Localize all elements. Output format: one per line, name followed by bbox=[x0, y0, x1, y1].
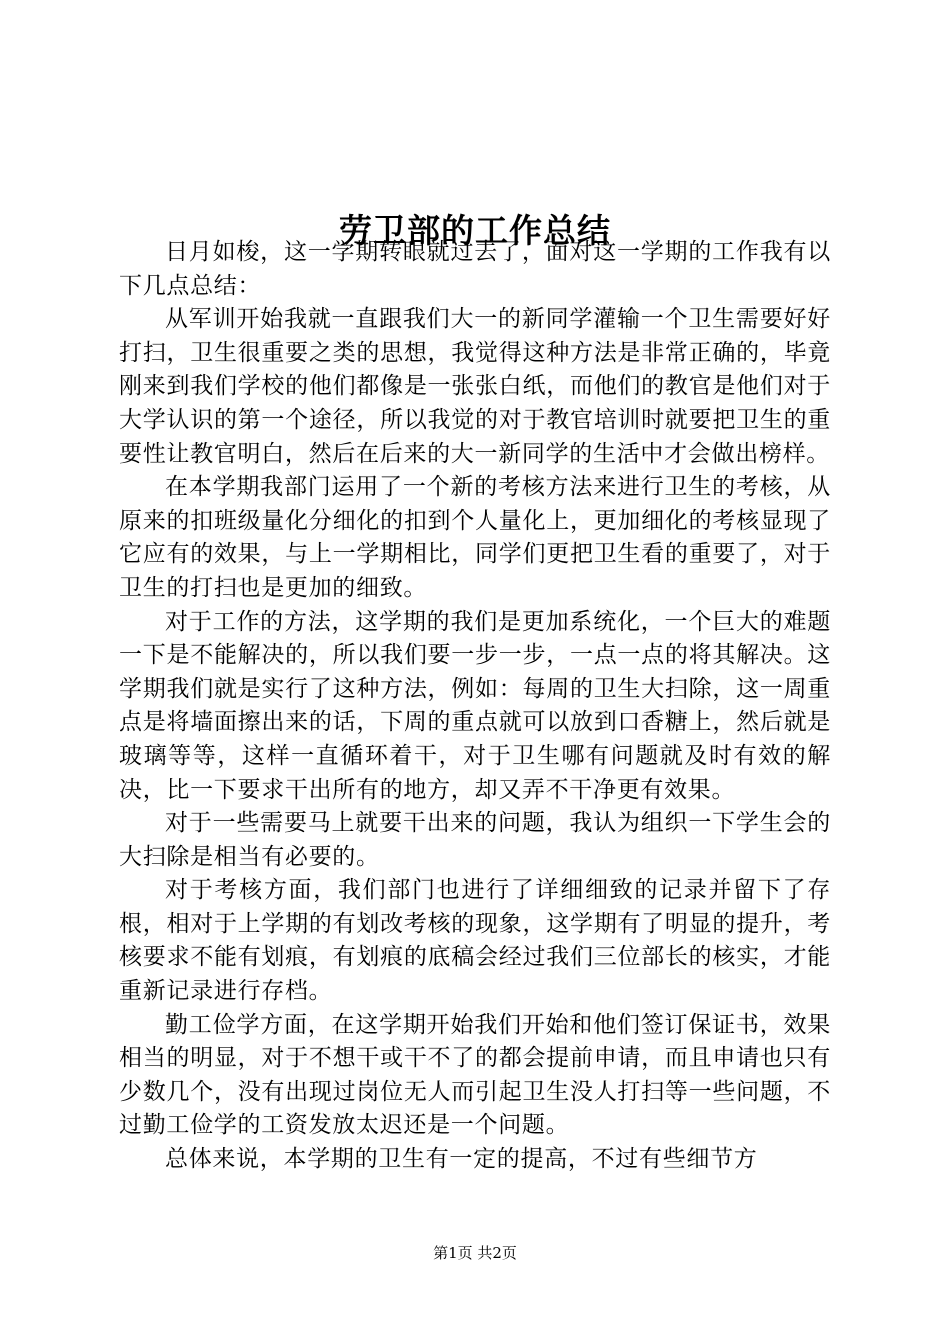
page-number-footer: 第1页 共2页 bbox=[433, 1244, 517, 1262]
paragraph: 从军训开始我就一直跟我们大一的新同学灌输一个卫生需要好好打扫，卫生很重要之类的思想，我觉得这种方法是非常正确的，毕竟刚来到我们学校的他们都像是一张张白纸，而他们的教官是他们对于大学认识的第一个途径，所以我觉的对于教官培训时就要把卫生的重要性让教官明白，然后在后来的大一新同学的生活中才会做出榜样。 bbox=[119, 306, 831, 467]
paragraph: 对于考核方面，我们部门也进行了详细细致的记录并留下了存根，相对于上学期的有划改考核的现象，这学期有了明显的提升，考核要求不能有划痕，有划痕的底稿会经过我们三位部长的核实，才能重新记录进行存档。 bbox=[119, 877, 831, 1005]
document-body bbox=[119, 236, 831, 1177]
paragraph: 在本学期我部门运用了一个新的考核方法来进行卫生的考核，从原来的扣班级量化分细化的扣到个人量化上，更加细化的考核显现了它应有的效果，与上一学期相比，同学们更把卫生看的重要了，对于卫生的打扫也是更加的细致。 bbox=[119, 474, 831, 601]
paragraph: 总体来说，本学期的卫生有一定的提高，不过有些细节方 bbox=[165, 1146, 758, 1173]
paragraph: 日月如梭，这一学期转眼就过去了，面对这一学期的工作我有以下几点总结： bbox=[119, 239, 831, 299]
paragraph: 对于一些需要马上就要干出来的问题，我认为组织一下学生会的大扫除是相当有必要的。 bbox=[119, 810, 831, 870]
paragraph: 勤工俭学方面，在这学期开始我们开始和他们签订保证书，效果相当的明显，对于不想干或干不了的都会提前申请，而且申请也只有少数几个，没有出现过岗位无人而引起卫生没人打扫等一些问题，不过勤工俭学的工资发放太迟还是一个问题。 bbox=[119, 1011, 831, 1139]
paragraph: 对于工作的方法，这学期的我们是更加系统化，一个巨大的难题一下是不能解决的，所以我们要一步一步，一点一点的将其解决。这学期我们就是实行了这种方法，例如：每周的卫生大扫除，这一周重点是将墙面擦出来的话，下周的重点就可以放到口香糖上，然后就是玻璃等等，这样一直循环着干，对于卫生哪有问题就及时有效的解决，比一下要求干出所有的地方，却又弄不干净更有效果。 bbox=[119, 608, 831, 803]
document-title: 劳卫部的工作总结 bbox=[339, 211, 611, 251]
